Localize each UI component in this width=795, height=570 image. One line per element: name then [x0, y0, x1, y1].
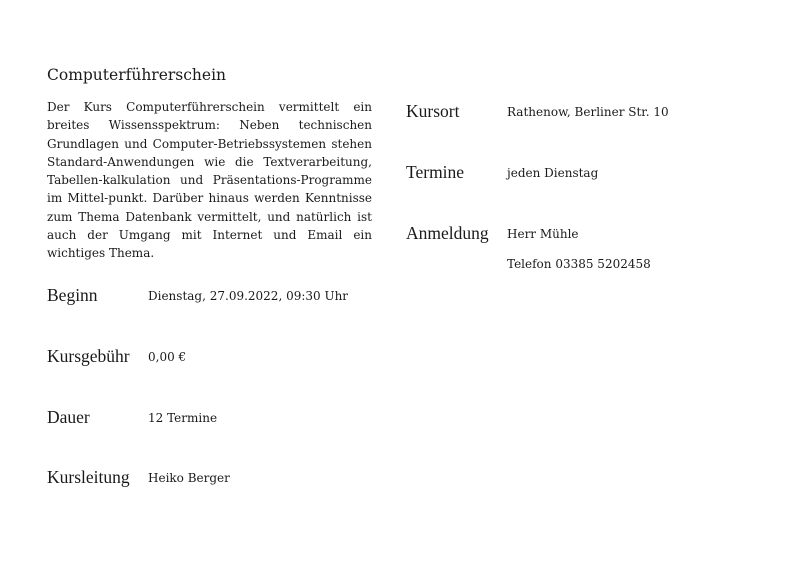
kursleitung-label: Kursleitung — [47, 467, 130, 487]
dauer-label: Dauer — [47, 407, 90, 427]
course-title: Computerführerschein — [47, 66, 227, 84]
kursleitung-value: Heiko Berger — [148, 471, 230, 485]
kursort-label: Kursort — [406, 101, 460, 121]
termine-value: jeden Dienstag — [507, 166, 599, 180]
kursgebuehr-label: Kursgebühr — [47, 346, 130, 366]
beginn-label: Beginn — [47, 285, 98, 305]
kursgebuehr-value: 0,00 € — [148, 350, 187, 364]
course-description: Der Kurs Computerführerschein vermittelt ein breites Wissensspektrum: Neben technischen Grundlagen und Computer-Betriebssystemen stehen Standard-Anwendungen wie die Textverarbeitung, Tabellen-kalkulation und Präsentations-Programme im Mittel-punkt. Darüber hinaus werden Kenntnisse zum Thema Datenbank vermittelt, und natürlich ist auch der Umgang mit Internet und Email ein wichtiges Thema. — [47, 100, 372, 261]
termine-label: Termine — [406, 162, 465, 182]
anmeldung-label: Anmeldung — [406, 223, 489, 243]
anmeldung-phone: Telefon 03385 5202458 — [507, 257, 651, 271]
dauer-value: 12 Termine — [148, 411, 218, 425]
beginn-value: Dienstag, 27.09.2022, 09:30 Uhr — [148, 289, 349, 303]
kursort-value: Rathenow, Berliner Str. 10 — [507, 105, 669, 119]
anmeldung-contact: Herr Mühle — [507, 227, 579, 241]
